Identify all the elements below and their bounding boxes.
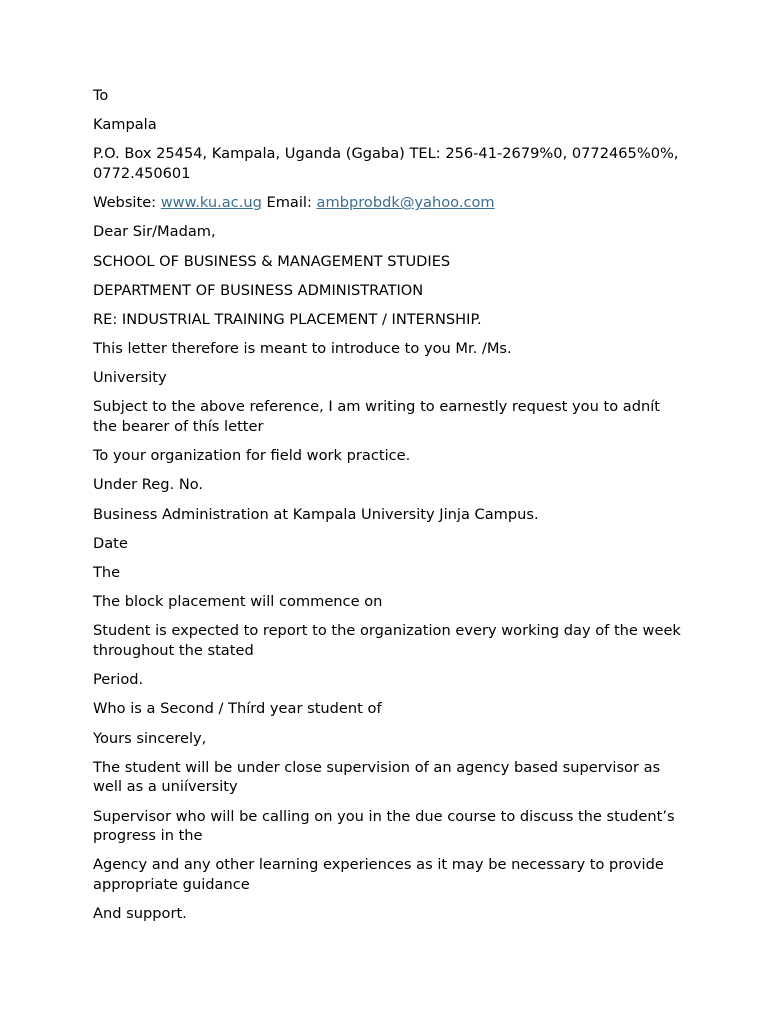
email-link[interactable]: ambprobdk@yahoo.com — [316, 194, 495, 212]
paragraph-reg-no: Under Reg. No. — [93, 476, 204, 494]
paragraph-organization: To your organization for field work practice. — [93, 447, 411, 465]
paragraph-supervisor: Supervisor who will be calling on you in the due course to discuss the student’s progress in the — [93, 807, 675, 845]
recipient-to: To — [93, 87, 109, 104]
paragraph-supervision: The student will be under close supervision of an agency based supervisor as well as a uniíversity — [93, 758, 661, 796]
paragraph-period: Period. — [93, 671, 144, 689]
paragraph-year: Who is a Second / Thírd year student of — [93, 700, 382, 718]
paragraph-report: Student is expected to report to the organization every working day of the week throughout the stated — [93, 622, 681, 659]
website-link[interactable]: www.ku.ac.ug — [160, 194, 262, 212]
paragraph-the: The — [93, 564, 121, 581]
paragraph-program: Business Administration at Kampala University Jinja Campus. — [93, 505, 539, 523]
website-label: Website: — [93, 194, 157, 212]
paragraph-commence: The block placement will commence on — [93, 593, 383, 611]
paragraph-introduction: This letter therefore is meant to introduce to you Mr. /Ms. — [93, 340, 512, 358]
city-line: Kampala — [93, 116, 157, 134]
subject-line: RE: INDUSTRIAL TRAINING PLACEMENT / INTERNSHIP. — [93, 310, 482, 328]
address-line: P.O. Box 25454, Kampala, Uganda (Ggaba) TEL: 256-41-2679%0, 0772465%0%, 0772.450601 — [93, 145, 679, 182]
paragraph-university: University — [93, 369, 167, 387]
school-heading: SCHOOL OF BUSINESS & MANAGEMENT STUDIES — [93, 252, 451, 270]
contact-line — [93, 193, 683, 213]
letter-body — [93, 86, 683, 933]
email-label: Email: — [266, 194, 312, 212]
paragraph-request: Subject to the above reference, I am writing to earnestly request you to adnít the bearer of thís letter — [93, 398, 661, 436]
paragraph-date: Date — [93, 534, 128, 552]
closing: Yours sincerely, — [93, 729, 207, 747]
department-heading: DEPARTMENT OF BUSINESS ADMINISTRATION — [93, 281, 424, 299]
paragraph-agency: Agency and any other learning experiences as it may be necessary to provide appropriate guidance — [93, 856, 664, 893]
paragraph-support: And support. — [93, 905, 187, 923]
greeting: Dear Sir/Madam, — [93, 223, 216, 241]
